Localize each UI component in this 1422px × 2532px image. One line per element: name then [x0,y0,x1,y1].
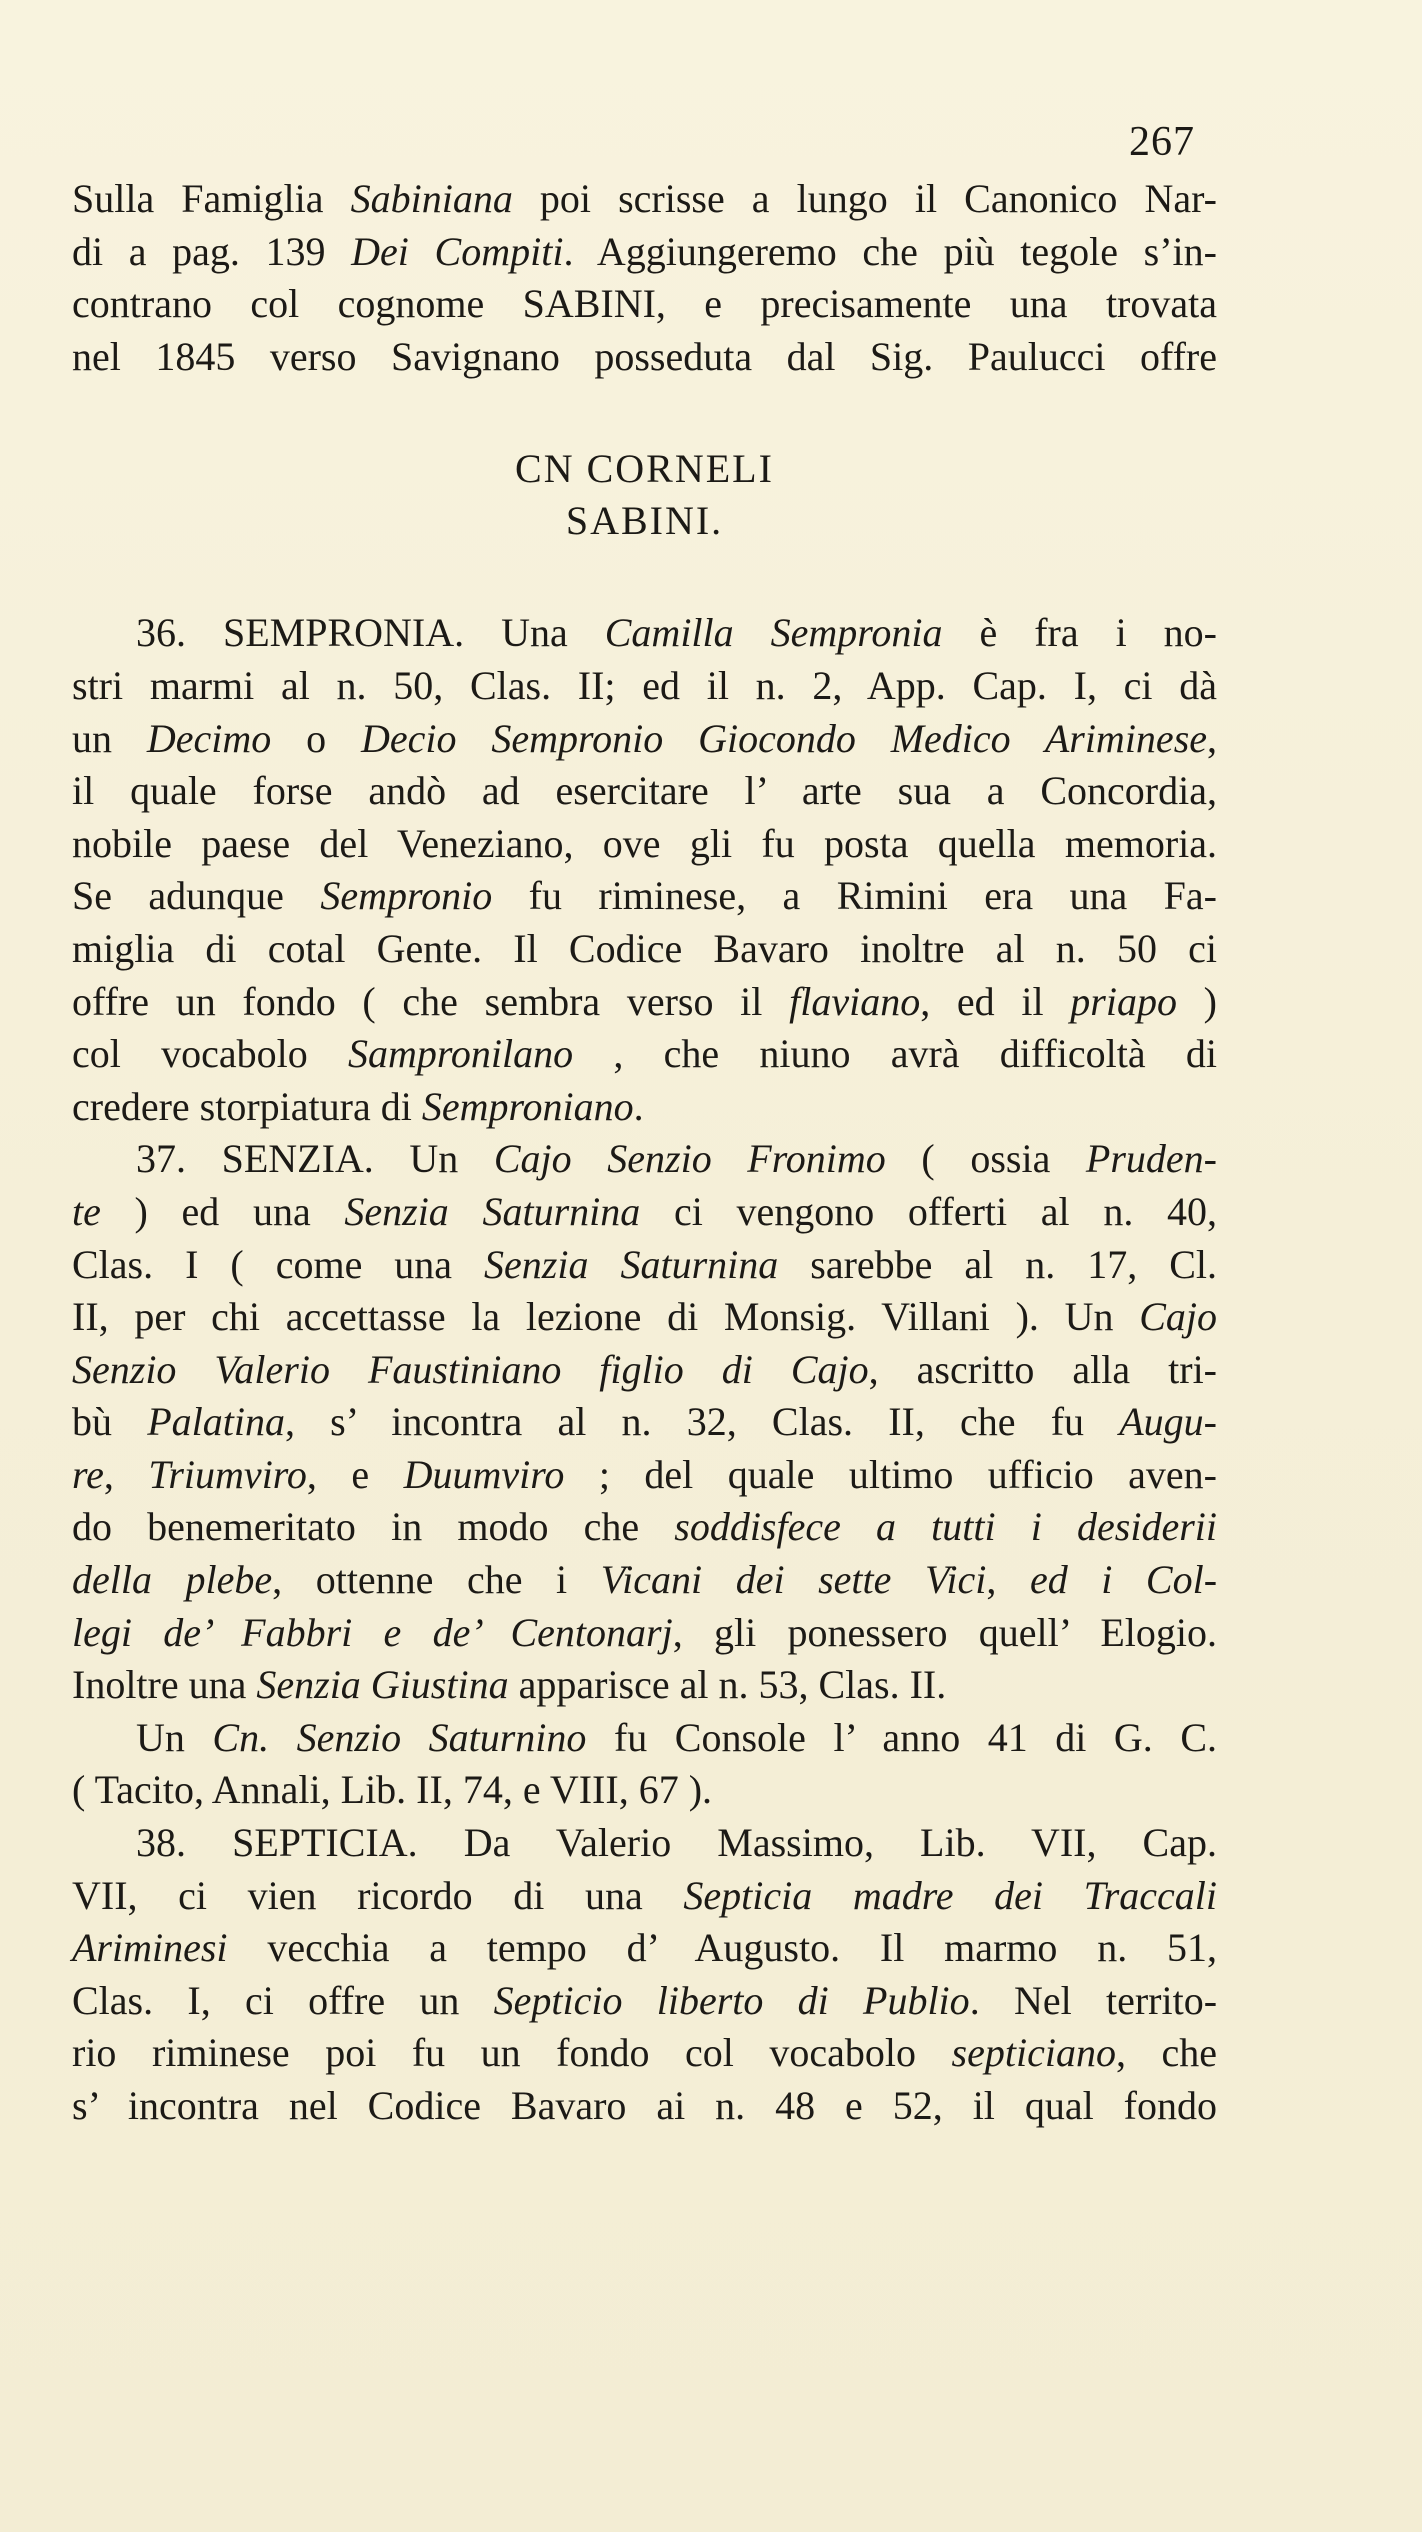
italic-phrase: Cn. Senzio Saturnino [212,1714,587,1760]
inscription-line-1: CN CORNELI [515,446,774,492]
text-line: Clas. I, ci offre un Septicio liberto di Publio. Nel territo- [72,1977,1218,2023]
text-line: Inoltre una Senzia Giustina apparisce al n. 53, Clas. II. [72,1662,947,1708]
italic-phrase: Senzia Saturnina [484,1241,779,1287]
italic-phrase: priapo [1070,978,1177,1024]
text-line: col vocabolo Sampronilano , che niuno avrà difficoltà di [72,1031,1217,1077]
italic-phrase: Camilla Sempronia [604,610,943,656]
text-line: s’ incontra nel Codice Bavaro ai n. 48 e 52, il qual fondo [72,2083,1217,2128]
text-line: di a pag. 139 Dei Compiti. Aggiungeremo che più tegole s’in- [72,228,1217,274]
page-body [72,173,1217,2133]
italic-phrase: Decio Sempronio Giocondo Medico Ariminese [361,715,1208,761]
text-line: nobile paese del Veneziano, ove gli fu posta quella memoria. [72,820,1217,866]
italic-phrase: Senzio Valerio Faustiniano figlio di Cajo [72,1346,869,1392]
italic-phrase: Senzia Saturnina [344,1188,641,1234]
italic-phrase: Ariminesi [72,1925,228,1971]
text-line: contrano col cognome SABINI, e precisamente una trovata [72,281,1217,327]
text-line: Sulla Famiglia Sabiniana poi scrisse a lungo il Canonico Nar- [72,176,1217,221]
text-line: credere storpiatura di Semproniano. [72,1083,644,1129]
inscription-line-2: SABINI. [565,498,724,544]
page-number: 267 [1129,119,1195,165]
italic-phrase: te [72,1188,101,1234]
text-line: nel 1845 verso Savignano posseduta dal Sig. Paulucci offre [72,333,1217,379]
text-line: Senzio Valerio Faustiniano figlio di Cajo, ascritto alla tri- [72,1346,1217,1392]
italic-phrase: Cajo Senzio Fronimo [493,1136,886,1182]
italic-phrase: Pruden- [1085,1136,1217,1182]
italic-phrase: legi de’ Fabbri e de’ Centonarj [72,1609,673,1655]
italic-phrase: Palatina [147,1399,285,1445]
text-line: Ariminesi vecchia a tempo d’ Augusto. Il marmo n. 51, [72,1925,1217,1971]
italic-phrase: Vicani dei sette Vici [600,1557,987,1603]
italic-phrase: Semproniano [421,1083,634,1129]
text-line: 37. SENZIA. Un Cajo Senzio Fronimo ( ossia Pruden- [136,1136,1217,1182]
spacer [72,547,1217,607]
text-line: II, per chi accettasse la lezione di Monsig. Villani ). Un Cajo [72,1294,1217,1340]
paragraph-37-senzia [72,1133,1217,1712]
paragraph-37-continued [72,1712,1217,1817]
text-line: do benemeritato in modo che soddisfece a tutti i desiderii [72,1504,1217,1550]
text-line: il quale forse andò ad esercitare l’ arte sua a Concordia, [72,768,1217,814]
italic-phrase: soddisfece a tutti i desiderii [674,1504,1217,1550]
text-line: ( Tacito, Annali, Lib. II, 74, e VIII, 67 ). [72,1767,713,1813]
paragraph-36-sempronia [72,607,1217,1133]
italic-phrase: ed i Col- [1029,1557,1218,1603]
italic-phrase: Dei Compiti [351,228,564,274]
italic-phrase: Sempronio [320,873,493,919]
italic-phrase: septiciano [951,2030,1116,2076]
italic-phrase: Septicio liberto di Publio [493,1977,970,2023]
text-line: VII, ci vien ricordo di una Septicia madre dei Traccali [72,1872,1217,1918]
paragraph-intro [72,173,1217,383]
text-line: 38. SEPTICIA. Da Valerio Massimo, Lib. VII, Cap. [136,1820,1217,1866]
paragraph-38-septicia [72,1817,1217,2133]
text-line: offre un fondo ( che sembra verso il flaviano, ed il priapo ) [72,978,1217,1024]
text-line: miglia di cotal Gente. Il Codice Bavaro inoltre al n. 50 ci [72,925,1217,971]
text-line: Un Cn. Senzio Saturnino fu Console l’ anno 41 di G. C. [136,1714,1217,1760]
text-line: della plebe, ottenne che i Vicani dei sette Vici, ed i Col- [72,1557,1218,1603]
italic-phrase: Septicia madre dei Traccali [683,1872,1217,1918]
italic-phrase: Senzia Giustina [256,1662,509,1708]
italic-phrase: Sabiniana [350,176,513,221]
text-line: te ) ed una Senzia Saturnina ci vengono offerti al n. 40, [72,1188,1217,1234]
text-line: 36. SEMPRONIA. Una Camilla Sempronia è fra i no- [136,610,1217,656]
text-line: legi de’ Fabbri e de’ Centonarj, gli ponessero quell’ Elogio. [72,1609,1217,1655]
text-line: Se adunque Sempronio fu riminese, a Rimini era una Fa- [72,873,1217,919]
text-line: stri marmi al n. 50, Clas. II; ed il n. 2, App. Cap. I, ci dà [72,662,1217,708]
text-line: rio riminese poi fu un fondo col vocabolo septiciano, che [72,2030,1217,2076]
italic-phrase: flaviano [789,978,921,1024]
italic-phrase: Cajo [1139,1294,1217,1340]
italic-phrase: della plebe [72,1557,273,1603]
text-line: re, Triumviro, e Duumviro ; del quale ultimo ufficio aven- [72,1451,1217,1497]
italic-phrase: re [72,1451,104,1497]
italic-phrase: Triumviro [148,1451,307,1497]
italic-phrase: Duumviro [403,1451,565,1497]
italic-phrase: Decimo [146,715,272,761]
text-line: bù Palatina, s’ incontra al n. 32, Clas. II, che fu Augu- [72,1399,1218,1445]
inscription [72,443,1217,547]
spacer [72,383,1217,443]
text-line: un Decimo o Decio Sempronio Giocondo Medico Ariminese, [72,715,1218,761]
italic-phrase: Sampronilano [347,1031,574,1077]
italic-phrase: Augu- [1119,1399,1218,1445]
text-line: Clas. I ( come una Senzia Saturnina sarebbe al n. 17, Cl. [72,1241,1217,1287]
